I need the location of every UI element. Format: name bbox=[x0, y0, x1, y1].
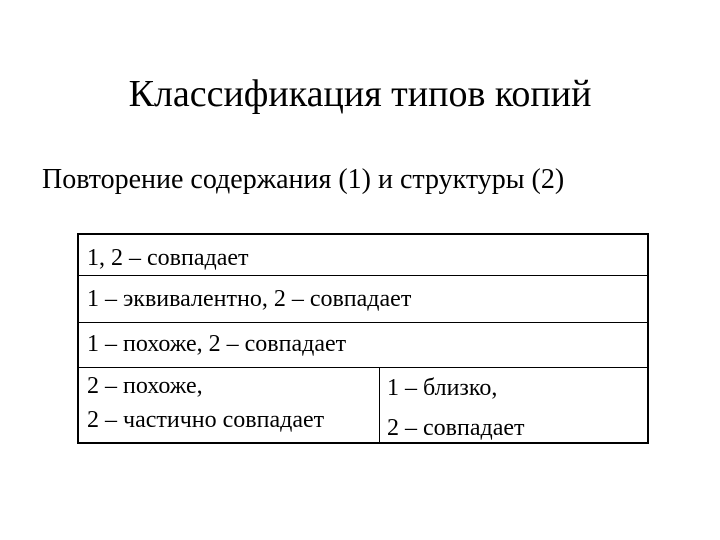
table-row-exact-copy: 1, 2 – совпадает bbox=[87, 245, 249, 271]
slide-title: Классификация типов копий bbox=[128, 73, 592, 115]
table-cell-left-line1: 2 – похоже, bbox=[87, 373, 203, 399]
table-row-equivalent-copy: 1 – эквивалентно, 2 – совпадает bbox=[87, 286, 412, 312]
table-row-similar-copy: 1 – похоже, 2 – совпадает bbox=[87, 331, 347, 357]
classification-table bbox=[77, 233, 649, 444]
table-cell-right-line2: 2 – совпадает bbox=[387, 415, 525, 441]
slide-subtitle: Повторение содержания (1) и структуры (2) bbox=[42, 164, 565, 195]
table-divider bbox=[79, 275, 647, 276]
table-cell-left-line2: 2 – частично совпадает bbox=[87, 407, 325, 433]
table-divider bbox=[79, 322, 647, 323]
table-divider bbox=[79, 367, 647, 368]
table-cell-right-line1: 1 – близко, bbox=[387, 375, 498, 401]
table-column-divider bbox=[379, 367, 380, 444]
